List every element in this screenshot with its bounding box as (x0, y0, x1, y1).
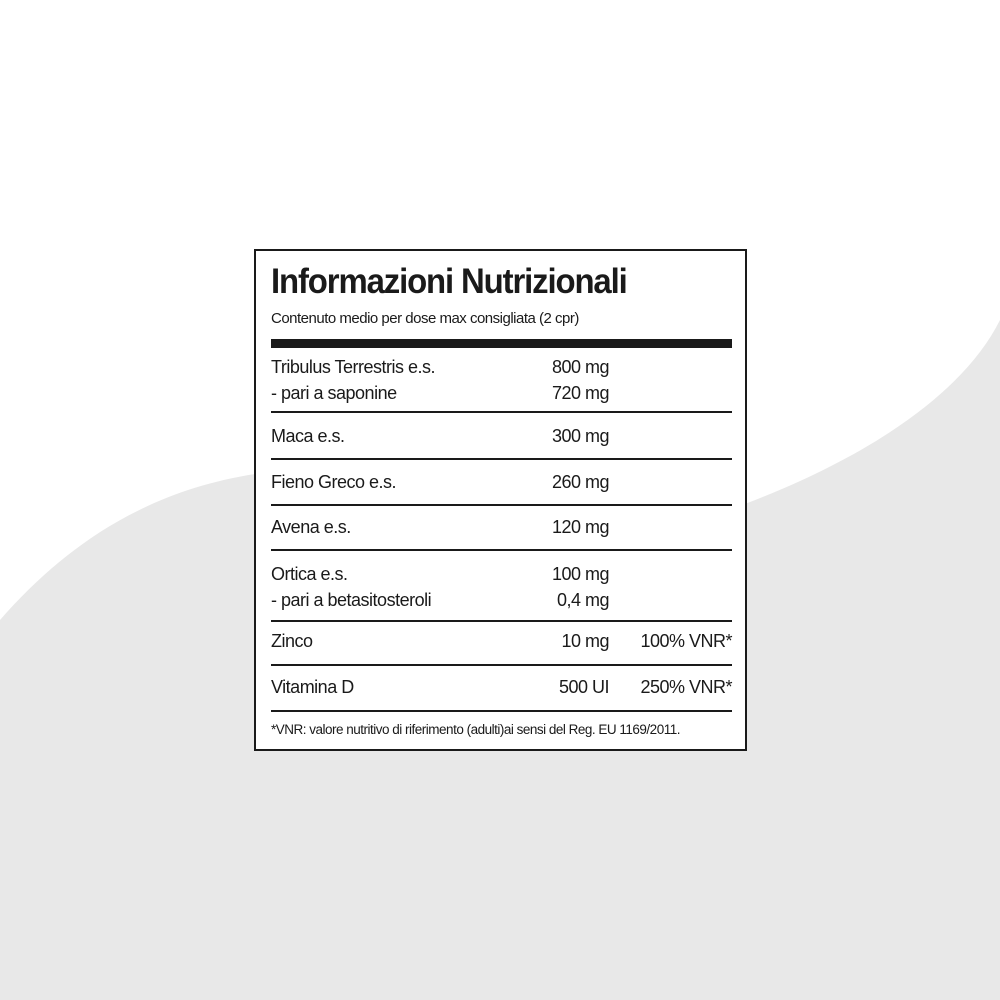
nutrient-amount: 300 mg (551, 426, 609, 446)
nutrient-amount: 500 UI (558, 677, 609, 697)
vnr-footnote: *VNR: valore nutritivo di riferimento (adulti)ai sensi del Reg. EU 1169/2011. (271, 722, 680, 737)
nutrient-vnr: 100% VNR* (640, 631, 732, 651)
table-row (271, 460, 732, 506)
nutrient-amount: 800 mg (551, 357, 609, 377)
table-row (271, 413, 732, 460)
table-row (271, 622, 732, 666)
panel-title: Informazioni Nutrizionali (271, 262, 627, 301)
nutrient-name: Ortica e.s. (271, 564, 348, 584)
nutrient-name: Vitamina D (271, 677, 354, 697)
table-row (271, 354, 732, 413)
table-row (271, 506, 732, 551)
nutrient-subamount: 0,4 mg (556, 590, 609, 610)
thick-divider (271, 339, 732, 348)
nutrient-amount: 10 mg (561, 631, 609, 651)
table-row (271, 666, 732, 712)
nutrient-amount: 120 mg (551, 517, 609, 537)
nutrient-vnr: 250% VNR* (640, 677, 732, 697)
nutrient-subamount: 720 mg (551, 383, 609, 403)
nutrient-name: Maca e.s. (271, 426, 345, 446)
nutrient-name: Zinco (271, 631, 313, 651)
nutrient-subname: - pari a betasitosteroli (271, 590, 432, 610)
nutrient-name: Fieno Greco e.s. (271, 472, 397, 492)
nutrient-name: Tribulus Terrestris e.s. (271, 357, 436, 377)
nutrient-amount: 100 mg (551, 564, 609, 584)
nutrient-name: Avena e.s. (271, 517, 351, 537)
panel-subtitle: Contenuto medio per dose max consigliata (2 cpr) (271, 310, 579, 327)
table-row (271, 551, 732, 622)
nutrient-amount: 260 mg (551, 472, 609, 492)
nutrient-subname: - pari a saponine (271, 383, 397, 403)
nutrition-facts-panel (254, 249, 747, 751)
